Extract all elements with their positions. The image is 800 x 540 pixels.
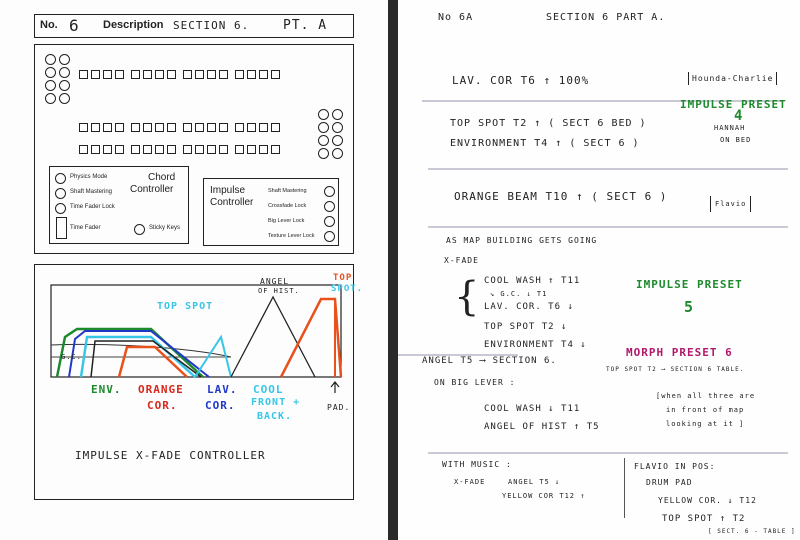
environment-line: ENVIRONMENT T4 ↑ ( SECT 6 ) — [450, 138, 640, 149]
angel-label-1: ANGEL — [260, 277, 290, 286]
pad[interactable] — [219, 123, 228, 132]
angel-line: ANGEL T5 ⟶ SECTION 6. — [422, 356, 557, 366]
sticky-keys-toggle[interactable] — [134, 224, 145, 235]
pad[interactable] — [259, 145, 268, 154]
shaft-mastering-toggle[interactable] — [55, 188, 66, 199]
pad[interactable] — [259, 70, 268, 79]
pad[interactable] — [235, 123, 244, 132]
time-fader-slider[interactable] — [56, 217, 67, 239]
big-lever-note-2: in front of map — [666, 406, 745, 414]
impulse-preset-5-number: 5 — [684, 298, 695, 316]
pad-row-low — [79, 145, 283, 154]
separator — [428, 168, 788, 170]
impulse-shaft-label: Shaft Mastering — [268, 188, 307, 194]
lav-cor-note: Hounda-Charlie — [688, 72, 777, 85]
lav-cor-line: LAV. COR T6 ↑ 100% — [452, 74, 590, 87]
orange-beam-line: ORANGE BEAM T10 ↑ ( SECT 6 ) — [454, 190, 668, 203]
impulse-preset-4-number: 4 — [734, 108, 744, 124]
impulse-title-1: Impulse — [210, 185, 246, 196]
separator — [428, 226, 788, 228]
xfade-item-4: TOP SPOT T2 ↓ — [484, 322, 568, 332]
pad[interactable] — [155, 123, 164, 132]
brace: { — [454, 274, 481, 320]
env-label: ENV. — [91, 383, 122, 396]
pad[interactable] — [167, 70, 176, 79]
rp-section: SECTION 6 PART A. — [546, 12, 666, 23]
pad[interactable] — [247, 145, 256, 154]
pad[interactable] — [143, 123, 152, 132]
pad[interactable] — [155, 145, 164, 154]
drum-pad: DRUM PAD — [646, 478, 693, 487]
crossfade-lock-label: Crossfade Lock — [268, 203, 307, 209]
pad[interactable] — [115, 70, 124, 79]
flavio-note: Flavio — [710, 196, 751, 212]
top-spot-right-2: SPOT. — [331, 284, 364, 294]
controller-box — [34, 44, 354, 254]
impulse-controller-box — [203, 178, 339, 246]
button-circle[interactable] — [332, 109, 343, 120]
impulse-shaft-toggle[interactable] — [324, 186, 335, 197]
impulse-preset-5: IMPULSE PRESET — [636, 278, 743, 291]
chord-controller-box — [49, 166, 189, 244]
right-page — [398, 0, 800, 540]
pad[interactable] — [91, 123, 100, 132]
big-lever-lock-label: Big Lever Lock — [268, 218, 305, 224]
cool-label-3: BACK. — [257, 411, 293, 422]
pad[interactable] — [195, 145, 204, 154]
xfade-caption: IMPULSE X-FADE CONTROLLER — [75, 449, 266, 462]
pad[interactable] — [131, 145, 140, 154]
button-circle[interactable] — [332, 122, 343, 133]
pad[interactable] — [271, 145, 280, 154]
pad[interactable] — [91, 70, 100, 79]
on-bed-note: ON BED — [720, 136, 752, 144]
description-label: Description — [103, 19, 164, 31]
pad[interactable] — [271, 123, 280, 132]
no-value: 6 — [69, 16, 80, 35]
yellow-cor: YELLOW COR. ↓ T12 — [658, 496, 757, 505]
cool-label-1: COOL — [253, 383, 284, 396]
top-spot-t2-line: TOP SPOT T2 ⟶ SECTION 6 TABLE. — [606, 366, 745, 373]
pad[interactable] — [259, 123, 268, 132]
big-lever-note-1: [when all three are — [656, 392, 756, 400]
pad-label: PAD. — [327, 403, 351, 412]
pad[interactable] — [167, 145, 176, 154]
pad[interactable] — [103, 145, 112, 154]
pad-row-mid — [79, 123, 283, 132]
pad[interactable] — [167, 123, 176, 132]
button-circle[interactable] — [318, 135, 329, 146]
top-spot-t2-end: TOP SPOT ↑ T2 — [662, 514, 746, 524]
pad[interactable] — [271, 70, 280, 79]
gc-label: G.C. — [61, 353, 82, 361]
time-fader-lock-label: Time Fader Lock — [70, 204, 115, 210]
no-label: No. — [40, 19, 58, 31]
button-circle[interactable] — [332, 135, 343, 146]
with-music: WITH MUSIC : — [442, 460, 512, 469]
big-lever-note-3: looking at it ] — [666, 420, 745, 428]
description-value: SECTION 6. — [173, 19, 250, 32]
music-item-2: YELLOW COR T12 ↑ — [502, 492, 586, 500]
separator — [428, 452, 788, 454]
top-spot-label: TOP SPOT — [157, 301, 214, 312]
pad[interactable] — [131, 123, 140, 132]
crossfade-lock-toggle[interactable] — [324, 201, 335, 212]
pad[interactable] — [235, 70, 244, 79]
left-page — [0, 0, 388, 540]
pad[interactable] — [115, 123, 124, 132]
pad[interactable] — [235, 145, 244, 154]
pad[interactable] — [115, 145, 124, 154]
button-circle[interactable] — [332, 148, 343, 159]
pad[interactable] — [79, 145, 88, 154]
top-spot-line: TOP SPOT T2 ↑ ( SECT 6 BED ) — [450, 118, 647, 129]
pad[interactable] — [143, 70, 152, 79]
pad[interactable] — [207, 123, 216, 132]
big-lever-item-1: COOL WASH ↓ T11 — [484, 404, 581, 414]
top-spot-right-curve — [281, 299, 341, 377]
button-circle[interactable] — [45, 67, 56, 78]
pad-arrow — [331, 382, 339, 393]
big-lever-lock-toggle[interactable] — [324, 216, 335, 227]
pad[interactable] — [155, 70, 164, 79]
impulse-title-2: Controller — [210, 197, 254, 208]
big-lever-line: ON BIG LEVER : — [434, 378, 516, 387]
lav-label-1: LAV. — [207, 383, 238, 396]
pad[interactable] — [79, 70, 88, 79]
sticky-keys-label: Sticky Keys — [149, 225, 181, 231]
pad[interactable] — [103, 123, 112, 132]
button-circle[interactable] — [45, 93, 56, 104]
pad[interactable] — [247, 123, 256, 132]
as-map-line: AS MAP BUILDING GETS GOING — [446, 236, 598, 245]
pad[interactable] — [219, 70, 228, 79]
button-circle[interactable] — [45, 54, 56, 65]
pt-label: PT. A — [283, 18, 328, 33]
pad[interactable] — [183, 70, 192, 79]
button-circle[interactable] — [59, 67, 70, 78]
button-circle[interactable] — [318, 109, 329, 120]
xfade-item-1: COOL WASH ↑ T11 — [484, 276, 581, 286]
button-circle[interactable] — [59, 80, 70, 91]
divider-vertical — [624, 458, 625, 518]
shaft-mastering-label: Shaft Mastering — [70, 189, 113, 195]
cool-label-2: FRONT + — [251, 397, 301, 408]
button-circle[interactable] — [59, 93, 70, 104]
time-fader-lock-toggle[interactable] — [55, 203, 66, 214]
button-circle[interactable] — [45, 80, 56, 91]
pad[interactable] — [207, 70, 216, 79]
pad[interactable] — [195, 70, 204, 79]
pad[interactable] — [131, 70, 140, 79]
chord-title-1: Chord — [148, 172, 176, 183]
pad[interactable] — [91, 145, 100, 154]
pad[interactable] — [183, 123, 192, 132]
pad[interactable] — [195, 123, 204, 132]
rp-no: No 6A — [438, 12, 474, 23]
orange-label-2: COR. — [147, 399, 178, 412]
pad-row-top — [79, 70, 283, 79]
orange-label-1: ORANGE — [138, 383, 184, 396]
pad[interactable] — [219, 145, 228, 154]
xfade-2: X-FADE — [454, 478, 486, 486]
xfade-item-3: LAV. COR. T6 ↓ — [484, 302, 574, 312]
xfade-item-2: ↘ G.C. ↓ T1 — [490, 290, 548, 298]
hannah-note: HANNAH — [714, 124, 746, 132]
time-fader-label: Time Fader — [70, 225, 101, 231]
button-circle[interactable] — [318, 148, 329, 159]
pad[interactable] — [103, 70, 112, 79]
chord-title-2: Controller — [130, 184, 174, 195]
impulse-preset-4: IMPULSE PRESET — [680, 98, 787, 111]
physics-mode-toggle[interactable] — [55, 173, 66, 184]
texture-lever-lock-toggle[interactable] — [324, 231, 335, 242]
pad[interactable] — [143, 145, 152, 154]
pad[interactable] — [79, 123, 88, 132]
header-box — [34, 14, 354, 38]
morph-preset: MORPH PRESET 6 — [626, 346, 733, 359]
flavio-pos: FLAVIO IN POS: — [634, 462, 716, 471]
button-circle[interactable] — [59, 54, 70, 65]
big-lever-item-2: ANGEL OF HIST ↑ T5 — [484, 422, 600, 432]
top-spot-right-1: TOP — [333, 273, 353, 283]
xfade-box — [34, 264, 364, 500]
pad[interactable] — [183, 145, 192, 154]
texture-lever-lock-label: Texture Lever Lock — [268, 233, 315, 239]
button-circle[interactable] — [318, 122, 329, 133]
xfade-item-5: ENVIRONMENT T4 ↓ — [484, 340, 587, 350]
angel-label-2: OF HIST. — [258, 287, 300, 295]
sect6-table: [ SECT. 6 - TABLE ] — [708, 528, 796, 535]
music-item-1: ANGEL T5 ↓ — [508, 478, 561, 486]
pad[interactable] — [207, 145, 216, 154]
pad[interactable] — [247, 70, 256, 79]
lav-label-2: COR. — [205, 399, 236, 412]
xfade-label: X-FADE — [444, 256, 479, 265]
physics-mode-label: Physics Mode — [70, 174, 108, 180]
